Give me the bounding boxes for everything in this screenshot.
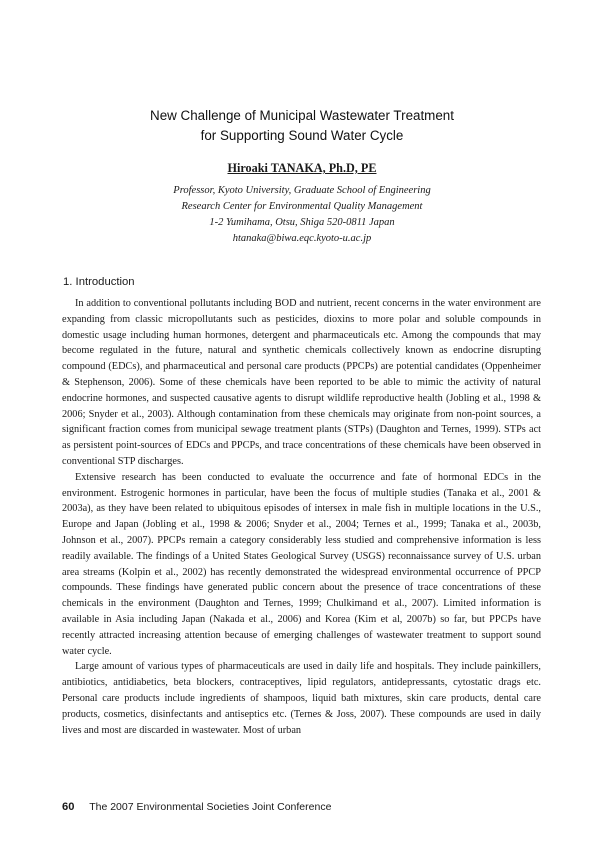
author-email: htanaka@biwa.eqc.kyoto-u.ac.jp [232, 233, 372, 244]
paper-title [60, 106, 544, 146]
affiliation-block [60, 183, 544, 247]
paragraph: Large amount of various types of pharmaceuticals are used in daily life and hospitals. They include painkillers, antibiotics, antidiabetics, beta blockers, contraceptives, lipid regulators, antidepressants, cytostatic drags etc. Personal care products include ingredients of shampoos, liquid bath mixtures, skin care products, dental care products, cosmetics, disinfectants and antiseptics etc. (Ternes & Joss, 2007). These compounds are used in daily lives and most are discarded in wastewater. Most of urban [62, 661, 541, 736]
affiliation-line: Research Center for Environmental Quality Management [181, 201, 423, 212]
section-heading: 1. Introduction [63, 276, 135, 288]
title-line-2: for Supporting Sound Water Cycle [200, 128, 404, 143]
author-name-text: Hiroaki TANAKA, Ph.D, PE [227, 161, 377, 175]
page-footer [62, 801, 331, 813]
author-name [60, 161, 544, 176]
affiliation-line: 1-2 Yumihama, Otsu, Shiga 520-0811 Japan [209, 217, 395, 228]
body-text [62, 296, 541, 738]
paragraph: Extensive research has been conducted to evaluate the occurrence and fate of hormonal EDCs in the environment. Estrogenic hormones in particular, have been the focus of multiple studies (Tanaka et al., 2001 & 2003a), as they have been related to ubiquitous episodes of intersex in male fish in multiple locations in the U.S., Europe and Japan (Jobling et al., 1998 & 2006; Snyder et al., 2004; Ternes et al., 1999; Tanaka et al., 2003b, Johnson et al., 2007). PPCPs remain a category considerably less studied and comprehensive information is less readily available. The findings of a United States Geological Survey (USGS) reconnaissance survey of U.S. urban area streams (Kolpin et al., 2002) has recently demonstrated the widespread environmental occurrence of PPCP compounds. These findings have generated public concern about the presence of trace concentrations of these chemicals in the environment (Daughton and Ternes, 1999; Chulkimand et al., 2007). Limited information is available in Asia including Japan (Nakada et al., 2006) and Korea (Kim et al, 2007b) so far, but PPCPs have recently attracted increasing attention because of emerging challenges of wastewater treatment to support sound water cycle. [62, 471, 541, 657]
conference-name: The 2007 Environmental Societies Joint Conference [89, 801, 332, 813]
paragraph: In addition to conventional pollutants including BOD and nutrient, recent concerns in the water environment are expanding from classic micropollutants such as pesticides, dioxins to more polar and soluble compounds in domestic usage including human hormones, detergent and pharmaceuticals etc. Among the compounds that may become regulated in the future, natural and synthetic chemicals collectively known as endocrine disrupting compound (EDCs), and pharmaceutical and personal care products (PPCPs) are potential candidates (Oppenheimer & Stephenson, 2006). Some of these chemicals have been reported to be able to mimic the activity of natural endocrine hormones, and suspected causative agents to disrupt wildlife reproductive health (Jobling et al., 1998 & 2006; Snyder et al., 2003). Although contamination from these chemicals may originate from non-point sources, a significant fraction comes from municipal sewage treatment plants (STPs) (Daughton and Ternes, 1999). STPs act as persistent point-sources of EDCs and PPCPs, and trace concentrations of these chemicals have been observed in conventional STP discharges. [62, 298, 541, 467]
page-number: 60 [62, 801, 75, 813]
affiliation-line: Professor, Kyoto University, Graduate School of Engineering [173, 185, 431, 196]
title-line-1: New Challenge of Municipal Wastewater Treatment [150, 108, 454, 123]
